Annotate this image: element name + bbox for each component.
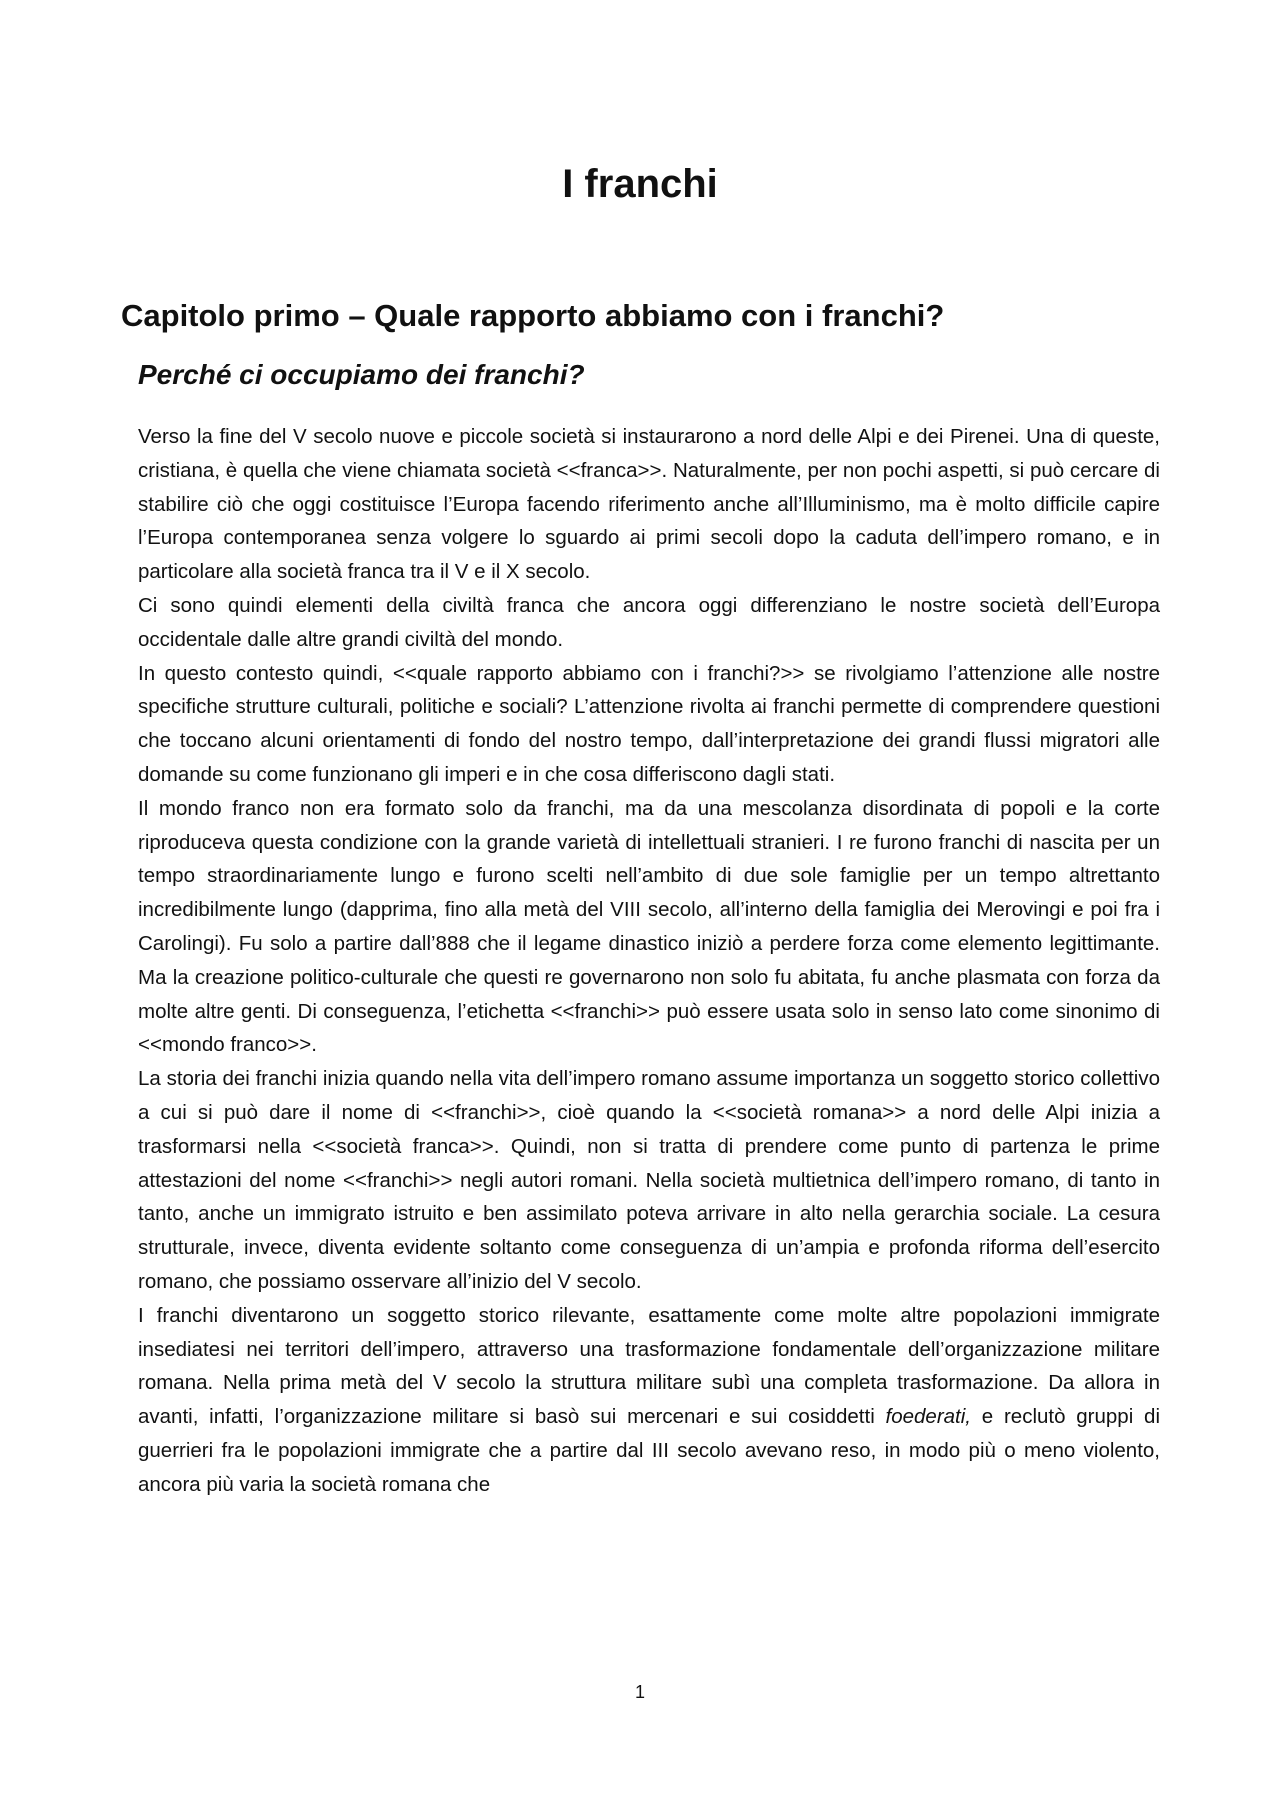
page-number: 1	[634, 1682, 645, 1702]
paragraph: La storia dei franchi inizia quando nella vita dell’impero romano assume importanza un soggetto storico collettivo a cui si può dare il nome di <<franchi>>, cioè quando la <<società romana>> a nord delle Alpi inizia a trasformarsi nella <<società franca>>. Quindi, non si tratta di prendere come punto di partenza le prime attestazioni del nome <<franchi>> negli autori romani. Nella società multietnica dell’impero romano, di tanto in tanto, anche un immigrato istruito e ben assimilato poteva arrivare in alto nella gerarchia sociale. La cesura strutturale, invece, diventa evidente soltanto come conseguenza di un’ampia e profonda riforma dell’esercito romano, che possiamo osservare all’inizio del V secolo.	[138, 1067, 1160, 1293]
section-title: Perché ci occupiamo dei franchi?	[138, 359, 585, 390]
body-text	[138, 420, 1160, 1502]
italic-term: foederati,	[885, 1405, 972, 1429]
paragraph-text: e reclutò gruppi di guerrieri fra le popolazioni immigrate che a partire dal III secolo avevano reso, in modo più o meno violento, ancora più varia la società romana che	[138, 1405, 1160, 1496]
paragraph-last	[138, 1299, 1160, 1502]
paragraph: Verso la fine del V secolo nuove e piccole società si instaurarono a nord delle Alpi e dei Pirenei. Una di queste, cristiana, è quella che viene chiamata società <<franca>>. Naturalmente, per non pochi aspetti, si può cercare di stabilire ciò che oggi costituisce l’Europa facendo riferimento anche all’Illuminismo, ma è molto difficile capire l’Europa contemporanea senza volgere lo sguardo ai primi secoli dopo la caduta dell’impero romano, e in particolare alla società franca tra il V e il X secolo.	[138, 425, 1160, 584]
chapter-title: Capitolo primo – Quale rapporto abbiamo con i franchi?	[121, 298, 945, 333]
paragraph: Il mondo franco non era formato solo da franchi, ma da una mescolanza disordinata di popoli e la corte riproduceva questa condizione con la grande varietà di intellettuali stranieri. I re furono franchi di nascita per un tempo straordinariamente lungo e furono scelti nell’ambito di due sole famiglie per un tempo altrettanto incredibilmente lungo (dapprima, fino alla metà del VIII secolo, all’interno della famiglia dei Merovingi e poi fra i Carolingi). Fu solo a partire dall’888 che il legame dinastico iniziò a perdere forza come elemento legittimante. Ma la creazione politico-culturale che questi re governarono non solo fu abitata, fu anche plasmata con forza da molte altre genti. Di conseguenza, l’etichetta <<franchi>> può essere usata solo in senso lato come sinonimo di <<mondo franco>>.	[138, 796, 1160, 1057]
paragraph: Ci sono quindi elementi della civiltà franca che ancora oggi differenziano le nostre società dell’Europa occidentale dalle altre grandi civiltà del mondo.	[138, 593, 1160, 651]
paragraph: In questo contesto quindi, <<quale rapporto abbiamo con i franchi?>> se rivolgiamo l’attenzione alle nostre specifiche strutture culturali, politiche e sociali? L’attenzione rivolta ai franchi permette di comprendere questioni che toccano alcuni orientamenti di fondo del nostro tempo, dall’interpretazione dei grandi flussi migratori alle domande su come funzionano gli imperi e in che cosa differiscono dagli stati.	[138, 661, 1160, 786]
document-title: I franchi	[562, 162, 718, 206]
paragraph-text: I franchi diventarono un soggetto storico rilevante, esattamente come molte altre popolazioni immigrate insediatesi nei territori dell’impero, attraverso una trasformazione fondamentale dell’organizzazione militare romana. Nella prima metà del V secolo la struttura militare subì una completa trasformazione. Da allora in avanti, infatti, l’organizzazione militare si basò sui mercenari e sui cosiddetti	[138, 1303, 1160, 1429]
